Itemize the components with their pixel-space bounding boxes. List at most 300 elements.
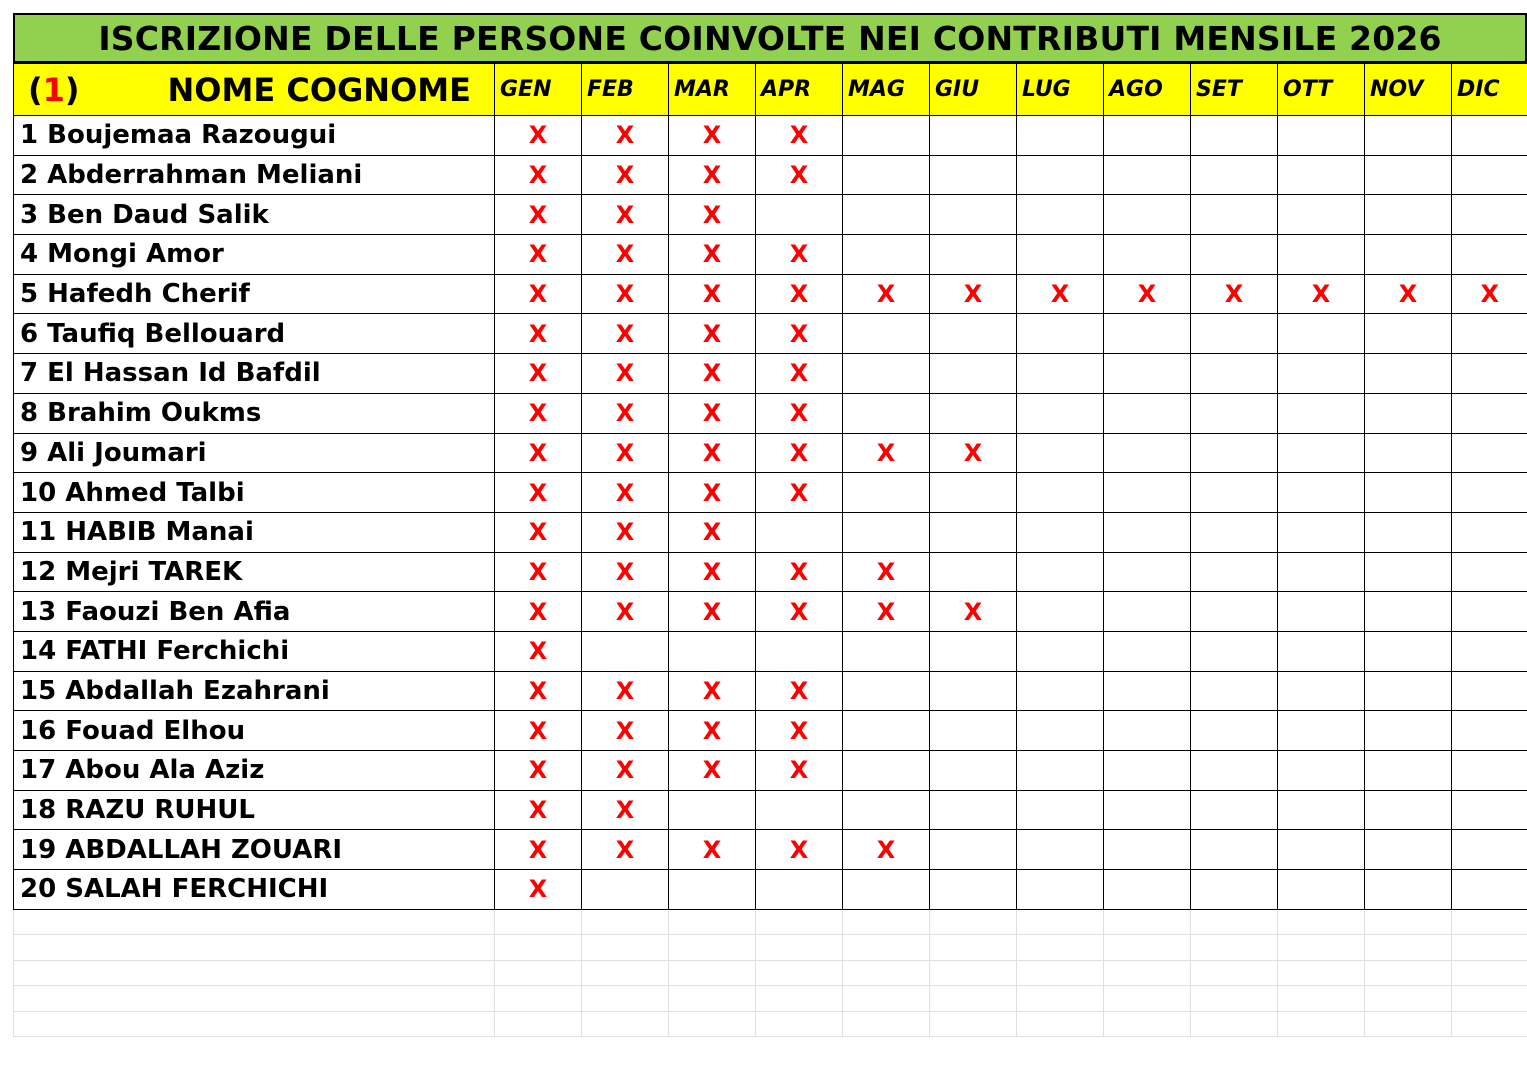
payment-cell-mar[interactable]: X [669,433,756,473]
payment-cell-dic[interactable] [1452,830,1527,870]
payment-cell-nov[interactable]: X [1365,274,1452,314]
payment-cell-gen[interactable]: X [495,671,582,711]
payment-cell-ago[interactable] [1104,512,1191,552]
empty-cell[interactable] [1104,986,1191,1012]
payment-cell-lug[interactable] [1017,235,1104,275]
empty-cell[interactable] [1278,986,1365,1012]
payment-cell-apr[interactable]: X [756,314,843,354]
payment-cell-set[interactable] [1191,314,1278,354]
payment-cell-feb[interactable]: X [582,433,669,473]
payment-cell-mag[interactable] [843,711,930,751]
empty-cell[interactable] [756,986,843,1012]
payment-cell-dic[interactable] [1452,790,1527,830]
payment-cell-mar[interactable]: X [669,155,756,195]
payment-cell-gen[interactable]: X [495,512,582,552]
member-name-cell[interactable]: 18 RAZU RUHUL [14,790,495,830]
payment-cell-nov[interactable] [1365,671,1452,711]
month-header-ago[interactable]: AGO [1104,64,1191,116]
empty-cell[interactable] [843,986,930,1012]
member-name-cell[interactable]: 20 SALAH FERCHICHI [14,870,495,910]
payment-cell-mar[interactable]: X [669,195,756,235]
payment-cell-gen[interactable]: X [495,314,582,354]
payment-cell-feb[interactable]: X [582,671,669,711]
payment-cell-giu[interactable] [930,393,1017,433]
empty-cell[interactable] [1278,935,1365,961]
payment-cell-dic[interactable]: X [1452,274,1527,314]
payment-cell-set[interactable] [1191,830,1278,870]
payment-cell-mar[interactable] [669,790,756,830]
member-name-cell[interactable]: 5 Hafedh Cherif [14,274,495,314]
payment-cell-gen[interactable]: X [495,790,582,830]
empty-cell[interactable] [1017,935,1104,961]
empty-cell[interactable] [495,960,582,986]
name-column-header[interactable] [14,64,495,116]
payment-cell-lug[interactable] [1017,433,1104,473]
payment-cell-dic[interactable] [1452,195,1527,235]
empty-cell[interactable] [669,960,756,986]
payment-cell-giu[interactable] [930,711,1017,751]
empty-cell[interactable] [669,986,756,1012]
empty-cell[interactable] [1191,909,1278,935]
empty-cell[interactable] [1017,960,1104,986]
payment-cell-dic[interactable] [1452,314,1527,354]
payment-cell-mag[interactable] [843,870,930,910]
member-name-cell[interactable]: 6 Taufiq Bellouard [14,314,495,354]
payment-cell-apr[interactable]: X [756,711,843,751]
member-name-cell[interactable]: 12 Mejri TAREK [14,552,495,592]
payment-cell-gen[interactable]: X [495,751,582,791]
payment-cell-mar[interactable]: X [669,512,756,552]
payment-cell-set[interactable] [1191,116,1278,156]
payment-cell-set[interactable] [1191,671,1278,711]
month-header-ott[interactable]: OTT [1278,64,1365,116]
payment-cell-mar[interactable]: X [669,235,756,275]
payment-cell-ott[interactable] [1278,751,1365,791]
payment-cell-lug[interactable] [1017,830,1104,870]
payment-cell-nov[interactable] [1365,235,1452,275]
payment-cell-set[interactable] [1191,473,1278,513]
payment-cell-ott[interactable] [1278,830,1365,870]
empty-cell[interactable] [843,935,930,961]
payment-cell-giu[interactable] [930,870,1017,910]
payment-cell-dic[interactable] [1452,751,1527,791]
empty-cell[interactable] [756,909,843,935]
payment-cell-set[interactable] [1191,393,1278,433]
payment-cell-lug[interactable] [1017,155,1104,195]
payment-cell-mar[interactable]: X [669,711,756,751]
empty-cell[interactable] [495,935,582,961]
empty-cell[interactable] [582,909,669,935]
payment-cell-nov[interactable] [1365,870,1452,910]
payment-cell-lug[interactable] [1017,751,1104,791]
member-name-cell[interactable]: 15 Abdallah Ezahrani [14,671,495,711]
payment-cell-ago[interactable] [1104,552,1191,592]
empty-cell[interactable] [843,909,930,935]
payment-cell-ott[interactable] [1278,354,1365,394]
payment-cell-ago[interactable]: X [1104,274,1191,314]
payment-cell-nov[interactable] [1365,433,1452,473]
payment-cell-set[interactable] [1191,870,1278,910]
empty-cell[interactable] [669,909,756,935]
payment-cell-mag[interactable]: X [843,433,930,473]
payment-cell-set[interactable] [1191,433,1278,473]
payment-cell-giu[interactable] [930,116,1017,156]
payment-cell-apr[interactable] [756,790,843,830]
empty-cell[interactable] [930,986,1017,1012]
empty-cell[interactable] [1278,960,1365,986]
payment-cell-apr[interactable] [756,512,843,552]
payment-cell-mag[interactable] [843,235,930,275]
payment-cell-mag[interactable] [843,512,930,552]
payment-cell-dic[interactable] [1452,155,1527,195]
month-header-dic[interactable]: DIC [1452,64,1527,116]
payment-cell-mar[interactable] [669,631,756,671]
payment-cell-nov[interactable] [1365,195,1452,235]
payment-cell-dic[interactable] [1452,671,1527,711]
payment-cell-nov[interactable] [1365,473,1452,513]
payment-cell-feb[interactable]: X [582,830,669,870]
payment-cell-ott[interactable] [1278,711,1365,751]
payment-cell-feb[interactable]: X [582,512,669,552]
payment-cell-lug[interactable] [1017,631,1104,671]
payment-cell-mar[interactable]: X [669,274,756,314]
payment-cell-gen[interactable]: X [495,830,582,870]
payment-cell-feb[interactable]: X [582,116,669,156]
month-header-set[interactable]: SET [1191,64,1278,116]
payment-cell-ott[interactable] [1278,195,1365,235]
payment-cell-dic[interactable] [1452,552,1527,592]
empty-cell[interactable] [1365,1011,1452,1037]
empty-cell[interactable] [1452,1011,1527,1037]
payment-cell-mag[interactable] [843,790,930,830]
payment-cell-giu[interactable] [930,830,1017,870]
payment-cell-nov[interactable] [1365,552,1452,592]
member-name-cell[interactable]: 7 El Hassan Id Bafdil [14,354,495,394]
member-name-cell[interactable]: 1 Boujemaa Razougui [14,116,495,156]
payment-cell-mag[interactable]: X [843,830,930,870]
payment-cell-ago[interactable] [1104,751,1191,791]
payment-cell-feb[interactable]: X [582,235,669,275]
payment-cell-giu[interactable] [930,195,1017,235]
payment-cell-ago[interactable] [1104,870,1191,910]
payment-cell-dic[interactable] [1452,631,1527,671]
empty-cell[interactable] [1104,935,1191,961]
payment-cell-ago[interactable] [1104,790,1191,830]
empty-cell[interactable] [756,935,843,961]
payment-cell-set[interactable] [1191,751,1278,791]
payment-cell-ago[interactable] [1104,354,1191,394]
month-header-mar[interactable]: MAR [669,64,756,116]
payment-cell-mag[interactable]: X [843,274,930,314]
member-name-cell[interactable]: 14 FATHI Ferchichi [14,631,495,671]
payment-cell-lug[interactable]: X [1017,274,1104,314]
payment-cell-mag[interactable] [843,751,930,791]
payment-cell-gen[interactable]: X [495,274,582,314]
empty-cell[interactable] [843,1011,930,1037]
payment-cell-feb[interactable]: X [582,393,669,433]
payment-cell-gen[interactable]: X [495,592,582,632]
empty-cell[interactable] [1191,986,1278,1012]
payment-cell-feb[interactable]: X [582,155,669,195]
payment-cell-lug[interactable] [1017,512,1104,552]
payment-cell-mag[interactable] [843,354,930,394]
payment-cell-ott[interactable] [1278,235,1365,275]
payment-cell-nov[interactable] [1365,790,1452,830]
payment-cell-nov[interactable] [1365,592,1452,632]
member-name-cell[interactable]: 10 Ahmed Talbi [14,473,495,513]
payment-cell-lug[interactable] [1017,473,1104,513]
payment-cell-giu[interactable] [930,671,1017,711]
empty-cell[interactable] [1017,986,1104,1012]
payment-cell-dic[interactable] [1452,592,1527,632]
empty-cell[interactable] [1452,935,1527,961]
payment-cell-ago[interactable] [1104,433,1191,473]
payment-cell-mar[interactable]: X [669,671,756,711]
payment-cell-ott[interactable] [1278,552,1365,592]
payment-cell-feb[interactable]: X [582,790,669,830]
payment-cell-lug[interactable] [1017,116,1104,156]
payment-cell-lug[interactable] [1017,393,1104,433]
payment-cell-apr[interactable]: X [756,155,843,195]
payment-cell-feb[interactable]: X [582,274,669,314]
empty-cell[interactable] [756,1011,843,1037]
payment-cell-gen[interactable]: X [495,393,582,433]
payment-cell-nov[interactable] [1365,155,1452,195]
empty-cell[interactable] [843,960,930,986]
payment-cell-mag[interactable]: X [843,592,930,632]
payment-cell-dic[interactable] [1452,393,1527,433]
member-name-cell[interactable]: 4 Mongi Amor [14,235,495,275]
payment-cell-mar[interactable]: X [669,552,756,592]
payment-cell-mar[interactable]: X [669,354,756,394]
payment-cell-mar[interactable]: X [669,314,756,354]
payment-cell-apr[interactable]: X [756,433,843,473]
payment-cell-lug[interactable] [1017,870,1104,910]
payment-cell-dic[interactable] [1452,473,1527,513]
payment-cell-giu[interactable]: X [930,274,1017,314]
payment-cell-mag[interactable] [843,116,930,156]
payment-cell-apr[interactable]: X [756,116,843,156]
payment-cell-dic[interactable] [1452,512,1527,552]
empty-cell[interactable] [1452,986,1527,1012]
payment-cell-gen[interactable]: X [495,631,582,671]
member-name-cell[interactable]: 17 Abou Ala Aziz [14,751,495,791]
member-name-cell[interactable]: 13 Faouzi Ben Afia [14,592,495,632]
empty-cell[interactable] [495,909,582,935]
payment-cell-nov[interactable] [1365,354,1452,394]
payment-cell-set[interactable] [1191,195,1278,235]
payment-cell-ott[interactable] [1278,790,1365,830]
payment-cell-feb[interactable] [582,870,669,910]
payment-cell-ott[interactable] [1278,870,1365,910]
payment-cell-gen[interactable]: X [495,473,582,513]
payment-cell-nov[interactable] [1365,393,1452,433]
payment-cell-giu[interactable] [930,473,1017,513]
payment-cell-ott[interactable] [1278,473,1365,513]
empty-cell[interactable] [582,986,669,1012]
payment-cell-set[interactable] [1191,354,1278,394]
empty-cell[interactable] [669,935,756,961]
payment-cell-ott[interactable] [1278,314,1365,354]
payment-cell-apr[interactable]: X [756,235,843,275]
payment-cell-gen[interactable]: X [495,116,582,156]
payment-cell-giu[interactable] [930,235,1017,275]
empty-cell[interactable] [1278,909,1365,935]
payment-cell-nov[interactable] [1365,314,1452,354]
empty-cell[interactable] [14,986,495,1012]
payment-cell-apr[interactable] [756,195,843,235]
member-name-cell[interactable]: 8 Brahim Oukms [14,393,495,433]
empty-cell[interactable] [1452,909,1527,935]
payment-cell-gen[interactable]: X [495,354,582,394]
empty-cell[interactable] [930,909,1017,935]
empty-cell[interactable] [495,986,582,1012]
empty-cell[interactable] [1017,1011,1104,1037]
member-name-cell[interactable]: 2 Abderrahman Meliani [14,155,495,195]
payment-cell-gen[interactable]: X [495,711,582,751]
payment-cell-nov[interactable] [1365,711,1452,751]
empty-cell[interactable] [495,1011,582,1037]
empty-cell[interactable] [582,960,669,986]
payment-cell-nov[interactable] [1365,512,1452,552]
payment-cell-gen[interactable]: X [495,195,582,235]
payment-cell-feb[interactable]: X [582,354,669,394]
payment-cell-set[interactable] [1191,512,1278,552]
payment-cell-lug[interactable] [1017,354,1104,394]
empty-cell[interactable] [1191,1011,1278,1037]
payment-cell-apr[interactable]: X [756,274,843,314]
month-header-gen[interactable]: GEN [495,64,582,116]
empty-cell[interactable] [756,960,843,986]
payment-cell-apr[interactable]: X [756,552,843,592]
payment-cell-lug[interactable] [1017,552,1104,592]
payment-cell-feb[interactable]: X [582,195,669,235]
empty-cell[interactable] [1365,935,1452,961]
payment-cell-ago[interactable] [1104,195,1191,235]
payment-cell-apr[interactable] [756,870,843,910]
payment-cell-giu[interactable]: X [930,592,1017,632]
payment-cell-gen[interactable]: X [495,433,582,473]
payment-cell-ago[interactable] [1104,592,1191,632]
payment-cell-feb[interactable]: X [582,711,669,751]
member-name-cell[interactable]: 9 Ali Joumari [14,433,495,473]
payment-cell-feb[interactable]: X [582,751,669,791]
payment-cell-ott[interactable] [1278,433,1365,473]
member-name-cell[interactable]: 11 HABIB Manai [14,512,495,552]
empty-cell[interactable] [14,935,495,961]
empty-cell[interactable] [1452,960,1527,986]
empty-cell[interactable] [1191,960,1278,986]
payment-cell-mar[interactable]: X [669,116,756,156]
payment-cell-nov[interactable] [1365,751,1452,791]
payment-cell-ott[interactable] [1278,671,1365,711]
empty-cell[interactable] [1104,1011,1191,1037]
empty-cell[interactable] [669,1011,756,1037]
payment-cell-nov[interactable] [1365,116,1452,156]
empty-cell[interactable] [930,960,1017,986]
payment-cell-giu[interactable] [930,751,1017,791]
payment-cell-mar[interactable]: X [669,830,756,870]
payment-cell-set[interactable] [1191,552,1278,592]
month-header-lug[interactable]: LUG [1017,64,1104,116]
empty-cell[interactable] [14,909,495,935]
payment-cell-mag[interactable] [843,195,930,235]
empty-cell[interactable] [1365,960,1452,986]
payment-cell-ago[interactable] [1104,631,1191,671]
payment-cell-feb[interactable]: X [582,473,669,513]
payment-cell-ago[interactable] [1104,235,1191,275]
payment-cell-apr[interactable]: X [756,354,843,394]
empty-cell[interactable] [582,1011,669,1037]
payment-cell-apr[interactable]: X [756,473,843,513]
payment-cell-mag[interactable]: X [843,552,930,592]
payment-cell-ago[interactable] [1104,155,1191,195]
payment-cell-mar[interactable]: X [669,473,756,513]
payment-cell-gen[interactable]: X [495,155,582,195]
payment-cell-mag[interactable] [843,314,930,354]
payment-cell-lug[interactable] [1017,790,1104,830]
payment-cell-lug[interactable] [1017,314,1104,354]
payment-cell-set[interactable] [1191,155,1278,195]
payment-cell-lug[interactable] [1017,671,1104,711]
payment-cell-mag[interactable] [843,671,930,711]
payment-cell-apr[interactable]: X [756,592,843,632]
payment-cell-set[interactable] [1191,235,1278,275]
month-header-mag[interactable]: MAG [843,64,930,116]
payment-cell-ott[interactable] [1278,393,1365,433]
payment-cell-mar[interactable]: X [669,393,756,433]
payment-cell-dic[interactable] [1452,235,1527,275]
empty-cell[interactable] [14,960,495,986]
payment-cell-giu[interactable] [930,314,1017,354]
payment-cell-giu[interactable] [930,155,1017,195]
payment-cell-dic[interactable] [1452,354,1527,394]
empty-cell[interactable] [1104,909,1191,935]
member-name-cell[interactable]: 3 Ben Daud Salik [14,195,495,235]
payment-cell-giu[interactable] [930,512,1017,552]
payment-cell-ago[interactable] [1104,671,1191,711]
payment-cell-mag[interactable] [843,155,930,195]
payment-cell-ago[interactable] [1104,711,1191,751]
payment-cell-gen[interactable]: X [495,552,582,592]
payment-cell-apr[interactable]: X [756,393,843,433]
member-name-cell[interactable]: 16 Fouad Elhou [14,711,495,751]
month-header-apr[interactable]: APR [756,64,843,116]
payment-cell-ott[interactable]: X [1278,274,1365,314]
payment-cell-feb[interactable]: X [582,592,669,632]
empty-cell[interactable] [1191,935,1278,961]
payment-cell-ott[interactable] [1278,512,1365,552]
payment-cell-set[interactable] [1191,592,1278,632]
payment-cell-mag[interactable] [843,473,930,513]
empty-cell[interactable] [930,1011,1017,1037]
payment-cell-apr[interactable]: X [756,830,843,870]
payment-cell-set[interactable]: X [1191,274,1278,314]
payment-cell-giu[interactable] [930,790,1017,830]
payment-cell-giu[interactable]: X [930,433,1017,473]
payment-cell-ott[interactable] [1278,592,1365,632]
empty-cell[interactable] [14,1011,495,1037]
payment-cell-lug[interactable] [1017,711,1104,751]
payment-cell-ott[interactable] [1278,631,1365,671]
empty-cell[interactable] [1278,1011,1365,1037]
payment-cell-giu[interactable] [930,354,1017,394]
payment-cell-nov[interactable] [1365,830,1452,870]
payment-cell-ago[interactable] [1104,116,1191,156]
payment-cell-gen[interactable]: X [495,870,582,910]
payment-cell-nov[interactable] [1365,631,1452,671]
payment-cell-dic[interactable] [1452,433,1527,473]
